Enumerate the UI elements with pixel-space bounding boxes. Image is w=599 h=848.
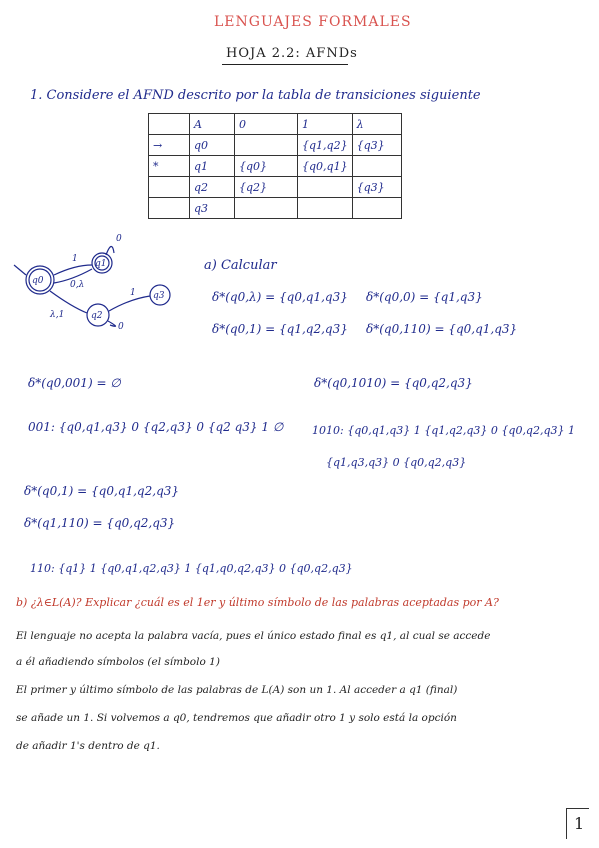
- row-marker: [149, 177, 190, 198]
- table-corner: [149, 114, 190, 135]
- table-cell: {q1,q2}: [298, 135, 353, 156]
- result-line: δ*(q0,110) = {q0,q1,q3}: [366, 322, 518, 336]
- answer-line: de añadir 1's dentro de q1.: [16, 740, 160, 752]
- node-label: q3: [153, 291, 165, 301]
- edge-label: λ,1: [50, 310, 65, 320]
- table-row: [149, 198, 402, 219]
- part-b-question: b) ¿λ∈L(A)? Explicar ¿cuál es el 1er y último símbolo de las palabras aceptadas por A?: [16, 596, 499, 609]
- table-cell: {q0}: [235, 156, 298, 177]
- node-label: q0: [32, 276, 44, 286]
- result-line: δ*(q0,1010) = {q0,q2,q3}: [314, 376, 473, 390]
- edge-label: 1: [72, 254, 78, 264]
- trace-line: {q1,q3,q3} 0 {q0,q2,q3}: [326, 456, 467, 469]
- start-arrow: [14, 265, 26, 275]
- result-line: δ*(q0,1) = {q1,q2,q3}: [212, 322, 348, 336]
- result-line: δ*(q1,110) = {q0,q2,q3}: [24, 516, 176, 530]
- table-cell: {q2}: [235, 177, 298, 198]
- table-header: λ: [352, 114, 401, 135]
- loop-edge: [106, 246, 114, 255]
- table-cell: {q0,q1}: [298, 156, 353, 177]
- table-row: [149, 156, 402, 177]
- part-a-label: a) Calcular: [204, 258, 277, 273]
- trace-line: 1010: {q0,q1,q3} 1 {q1,q2,q3} 0 {q0,q2,q3} 1: [312, 424, 576, 437]
- automaton-diagram: [10, 225, 200, 335]
- exercise-statement: 1. Considere el AFND descrito por la tabla de transiciones siguiente: [30, 88, 481, 103]
- transition-edge: [54, 265, 92, 275]
- node-label: q1: [95, 259, 107, 269]
- table-cell: [235, 198, 298, 219]
- result-line: δ*(q0,0) = {q1,q3}: [366, 290, 483, 304]
- row-marker: *: [149, 156, 190, 177]
- sheet-title: HOJA 2.2: AFNDs: [226, 46, 358, 61]
- loop-edge: [108, 321, 116, 326]
- result-line: δ*(q0,1) = {q0,q1,q2,q3}: [24, 484, 180, 498]
- trace-line: 001: {q0,q1,q3} 0 {q2,q3} 0 {q2 q3} 1 ∅: [28, 420, 284, 434]
- answer-line: se añade un 1. Si volvemos a q0, tendremos que añadir otro 1 y solo está la opción: [16, 712, 457, 724]
- transition-edge: [109, 296, 150, 311]
- row-marker: →: [149, 135, 190, 156]
- table-header-row: [149, 114, 402, 135]
- result-line: δ*(q0,001) = ∅: [28, 376, 121, 390]
- table-header: A: [190, 114, 235, 135]
- trace-line: 110: {q1} 1 {q0,q1,q2,q3} 1 {q1,q0,q2,q3} 0 {q0,q2,q3}: [30, 562, 353, 575]
- table-cell: [235, 135, 298, 156]
- table-cell: [298, 198, 353, 219]
- page-number: 1: [574, 814, 585, 833]
- answer-line: El lenguaje no acepta la palabra vacía, pues el único estado final es q1, al cual se accede: [16, 630, 491, 642]
- table-row: [149, 177, 402, 198]
- table-header: 0: [235, 114, 298, 135]
- table-cell: {q3}: [352, 177, 401, 198]
- edge-label: 0: [116, 234, 122, 244]
- table-row: [149, 135, 402, 156]
- transition-table: [148, 113, 402, 219]
- row-state: q3: [190, 198, 235, 219]
- table-cell: [298, 177, 353, 198]
- table-cell: [352, 156, 401, 177]
- answer-line: El primer y último símbolo de las palabras de L(A) son un 1. Al acceder a q1 (final): [16, 684, 458, 696]
- page-title: LENGUAJES FORMALES: [214, 14, 412, 30]
- row-marker: [149, 198, 190, 219]
- row-state: q0: [190, 135, 235, 156]
- answer-line: a él añadiendo símbolos (el símbolo 1): [16, 656, 220, 668]
- sheet-underline: [222, 64, 348, 65]
- row-state: q2: [190, 177, 235, 198]
- table-cell: {q3}: [352, 135, 401, 156]
- edge-label: 1: [130, 288, 136, 298]
- row-state: q1: [190, 156, 235, 177]
- result-line: δ*(q0,λ) = {q0,q1,q3}: [212, 290, 348, 304]
- edge-label: 0,λ: [70, 280, 85, 290]
- edge-label: 0: [118, 322, 124, 332]
- table-cell: [352, 198, 401, 219]
- node-label: q2: [91, 311, 103, 321]
- table-header: 1: [298, 114, 353, 135]
